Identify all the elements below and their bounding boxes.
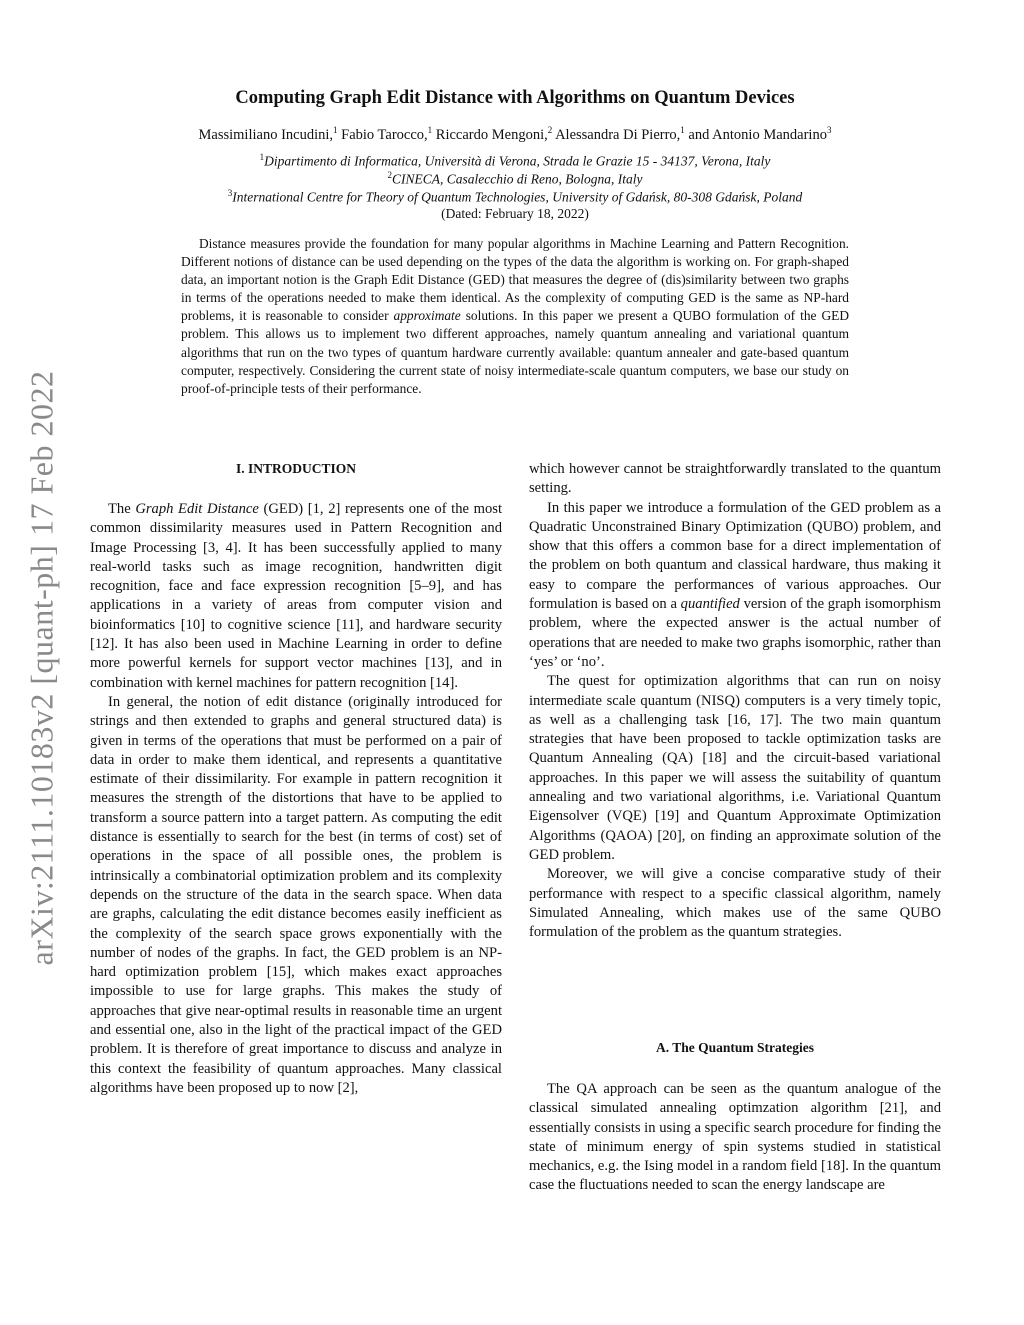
affiliation-mark: 3 [227, 188, 233, 198]
arxiv-stamp [0, 0, 80, 1325]
subsection-heading-quantum-strategies: A. The Quantum Strategies [655, 1040, 814, 1055]
paragraph: The quest for optimization algorithms that can run on noisy intermediate scale quantum (NISQ) computers is a very timely topic, as well as a challenging task [16, 17]. The two main quantum strategies that have been proposed to tackle optimization tasks are Quantum Annealing (QA) [18] and the circuit-based variational approaches. In this paper we will assess the suitability of quantum annealing and two variational algorithms, i.e. Variational Quantum Eigensolver (VQE) [19] and Quantum Approximate Optimization Algorithms (QAOA) [20], on finding an approximate solution of the GED problem. [529, 673, 941, 863]
affiliation-mark: 1 [259, 152, 265, 162]
affiliation [90, 170, 940, 188]
paragraph [90, 500, 502, 693]
paragraph-text: In this paper we introduce a formulation of the GED problem as a Quadratic Unconstrained Binary Optimization (QUBO) problem, and show that this offers a common base for a direct implementation of the problem on both quantum and classical hardware, thus making it easy to compare the performances of various approaches. Our formulation is based on a [529, 499, 941, 613]
paragraph-text: version of the graph isomorphism problem, where the expected answer is the actual number of operations that are needed to make two graphs isomorphic, rather than ‘yes’ or ‘no’. [529, 596, 941, 670]
abstract-text: solutions. In this paper we present a QUBO formulation of the GED problem. This allows us to implement two different approaches, namely quantum annealing and variational quantum algorithms that run on the two types of quantum hardware currently available: quantum annealer and gate-based quantum computer, respectively. Considering the current state of noisy intermediate-scale quantum computers, we base our study on proof-of-principle tests of their performance. [181, 308, 849, 396]
affiliation-text: CINECA, Casalecchio di Reno, Bologna, Italy [392, 171, 643, 187]
paragraph: The QA approach can be seen as the quantum analogue of the classical simulated annealing optimzation algorithm [21], and essentially consists in using a specific search procedure for finding the state of minimum energy of spin systems studied in statistical mechanics, e.g. the Ising model in a random field [18]. In the quantum case the fluctuations needed to scan the energy landscape are [529, 1081, 941, 1194]
paragraph-text: The [108, 501, 136, 517]
affiliation-text: Dipartimento di Informatica, Università di Verona, Strada le Grazie 15 - 34137, Verona, Italy [264, 153, 771, 169]
paper-title: Computing Graph Edit Distance with Algorithms on Quantum Devices [235, 88, 795, 108]
author-name: and Antonio Mandarino [688, 126, 827, 143]
term-emphasis: quantified [680, 596, 740, 613]
right-column-subsection [529, 1080, 941, 1196]
paragraph-text: (GED) [1, 2] represents one of the most common dissimilarity measures used in Pattern Recognition and Image Processing [3, 4]. It has been successfully applied to many real-world tasks such as image recognition, handwritten digit recognition, face and face expression recognition [5–9], and has applications in a variety of areas from computer vision and bioinformatics [10] to cognitive science [11], and hardware security [12]. It has also been used in Machine Learning in order to define more powerful kernels for support vector machines [13], and in combination with kernel machines for pattern recognition [14]. [90, 501, 502, 691]
abstract [181, 235, 849, 398]
term-emphasis: Graph Edit Distance [135, 501, 259, 517]
author-name: Fabio Tarocco, [341, 126, 428, 143]
arxiv-identifier[interactable]: arXiv:2111.10183v2 [quant-ph] 17 Feb 2022 [23, 370, 60, 966]
right-column [529, 460, 941, 942]
author-affil-mark: 1 [680, 125, 685, 135]
paragraph: In general, the notion of edit distance (originally introduced for strings and then extended to graphs and general structured data) is given in terms of the operations that must be performed on a pair of data in order to make them identical, and represents a quantitative estimate of their dissimilarity. For example in pattern recognition it measures the strength of the distortions that have to be applied to transform a source pattern into a target pattern. As computing the edit distance is essentially to search for the best (in terms of cost) set of operations in the space of all possible ones, the problem is intrinsically a combinatorial optimization problem and its complexity depends on the structure of the data in the search space. When data are graphs, calculating the edit distance becomes easily inefficient as the complexity of the search space grows exponentially with the number of nodes of the graphs. In fact, the GED problem is an NP-hard optimization problem [15], which makes exact approaches impossible to use for large graphs. This makes the study of approaches that give near-optimal results in reasonable time an urgent and essential one, also in the light of the practical impact of the GED problem. It is therefore of great importance to discuss and analyze in this context the feasibility of quantum approaches. Many classical algorithms have been proposed up to now [2], [90, 693, 502, 1096]
author-affil-mark: 1 [333, 125, 338, 135]
author-affil-mark: 2 [547, 125, 553, 135]
abstract-text: Distance measures provide the foundation for many popular algorithms in Machine Learning and Pattern Recognition. Different notions of distance can be used depending on the types of the data the algorithm is working on. For graph-shaped data, an important notion is the Graph Edit Distance (GED) that measures the degree of (dis)similarity between two graphs in terms of the operations needed to make them identical. As the complexity of computing GED is the same as NP-hard problems, it is reasonable to consider [181, 236, 849, 324]
paragraph-continuation: which however cannot be straightforwardly translated to the quantum setting. [529, 461, 941, 497]
author-affil-mark: 1 [427, 125, 433, 135]
author-name: Massimiliano Incudini, [198, 126, 334, 143]
affiliation-mark: 2 [387, 170, 393, 180]
section-heading-introduction: I. INTRODUCTION [235, 461, 357, 476]
affiliation [90, 188, 940, 206]
affiliation [90, 152, 940, 170]
author-name: Riccardo Mengoni, [435, 126, 548, 143]
author-affil-mark: 3 [826, 125, 832, 135]
paragraph: Moreover, we will give a concise comparative study of their performance with respect to a specific classical algorithm, namely Simulated Annealing, which makes use of the same QUBO formulation of the problem as the quantum strategies. [529, 866, 941, 941]
left-column [90, 500, 502, 1098]
date-line: (Dated: February 18, 2022) [441, 206, 589, 221]
affiliation-text: International Centre for Theory of Quantum Technologies, University of Gdańsk, 80-308 Gdańsk, Poland [232, 189, 803, 205]
abstract-emphasis: approximate [393, 308, 461, 324]
author-list [90, 125, 940, 144]
paragraph [529, 499, 941, 673]
author-name: Alessandra Di Pierro, [555, 126, 681, 143]
